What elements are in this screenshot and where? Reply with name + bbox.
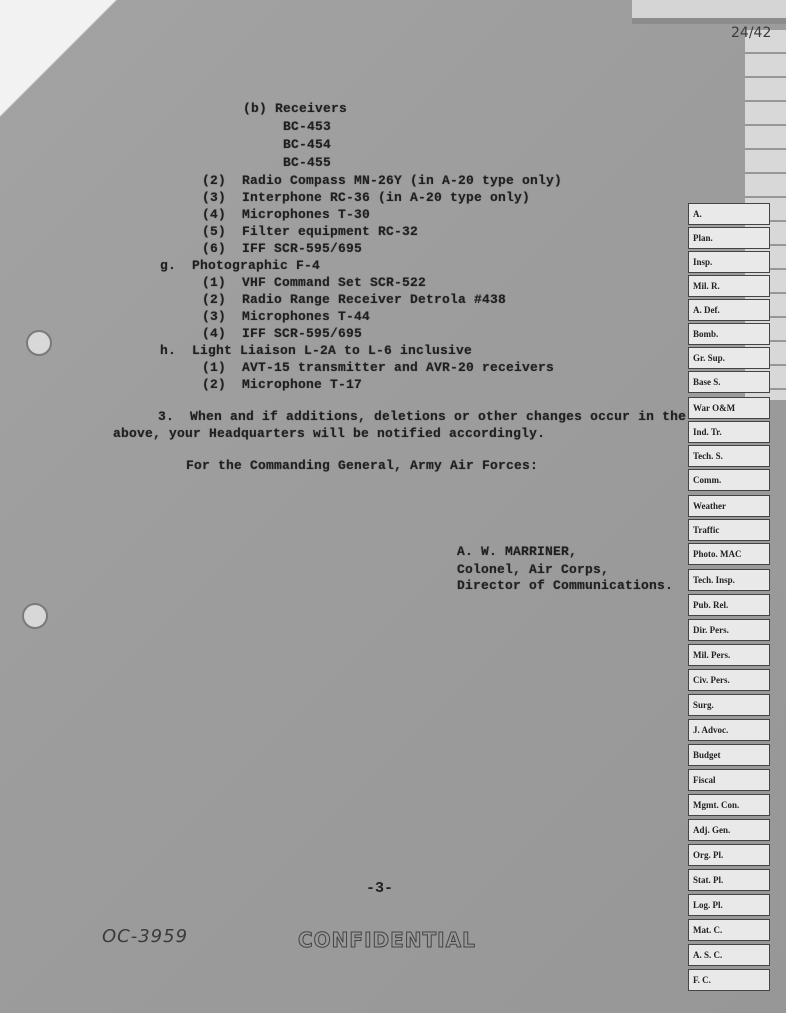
routing-tab: Pub. Rel. [688, 594, 770, 616]
page-edge-strip [632, 0, 786, 18]
punch-hole-lower [22, 603, 48, 629]
routing-tab: Photo. MAC [688, 543, 770, 565]
item-interphone: (3) Interphone RC-36 (in A-20 type only) [202, 190, 531, 205]
item-avt15-transmitter: (1) AVT-15 transmitter and AVR-20 receivers [202, 360, 555, 375]
paragraph-3-line-1: 3. When and if additions, deletions or other changes occur in the [158, 409, 687, 424]
signatory-title: Director of Communications. [457, 578, 674, 593]
item-filter-equipment: (5) Filter equipment RC-32 [202, 224, 419, 239]
routing-tab: Mat. C. [688, 919, 770, 941]
routing-tab: Dir. Pers. [688, 619, 770, 641]
routing-tab: Mil. R. [688, 275, 770, 297]
section-photographic: g. Photographic F-4 [160, 258, 321, 273]
item-microphones-t30: (4) Microphones T-30 [202, 207, 371, 222]
routing-tab: Gr. Sup. [688, 347, 770, 369]
item-vhf-command-set: (1) VHF Command Set SCR-522 [202, 275, 427, 290]
routing-tab: War O&M [688, 397, 770, 419]
page-edge-shadow [632, 18, 786, 24]
routing-tab: A. Def. [688, 299, 770, 321]
routing-tab: Budget [688, 744, 770, 766]
routing-tab: Mgmt. Con. [688, 794, 770, 816]
item-iff-scr595-b: (4) IFF SCR-595/695 [202, 326, 363, 341]
page-corner-fold [0, 0, 120, 120]
punch-hole-upper [26, 330, 52, 356]
routing-tab: Tech. Insp. [688, 569, 770, 591]
routing-tab: Tech. S. [688, 445, 770, 467]
receivers-heading: (b) Receivers [243, 101, 348, 116]
routing-tab: Base S. [688, 371, 770, 393]
routing-tab-column [688, 110, 784, 1000]
signature-preamble: For the Commanding General, Army Air Forces: [186, 458, 539, 473]
paragraph-3-line-2: above, your Headquarters will be notified accordingly. [113, 426, 546, 441]
item-microphones-t44: (3) Microphones T-44 [202, 309, 371, 324]
routing-tab: Civ. Pers. [688, 669, 770, 691]
routing-tab: Stat. Pl. [688, 869, 770, 891]
routing-tab: Org. Pl. [688, 844, 770, 866]
item-radio-range-receiver: (2) Radio Range Receiver Detrola #438 [202, 292, 507, 307]
confidential-stamp: CONFIDENTIAL [298, 928, 476, 952]
receiver-bc455: BC-455 [283, 155, 332, 170]
routing-tab: Fiscal [688, 769, 770, 791]
routing-tab: A. [688, 203, 770, 225]
routing-tab: Mil. Pers. [688, 644, 770, 666]
routing-tab: Traffic [688, 519, 770, 541]
page-number: -3- [366, 880, 394, 897]
page-reference: 24/42 [731, 25, 772, 41]
routing-tab: Adj. Gen. [688, 819, 770, 841]
item-iff-scr595-a: (6) IFF SCR-595/695 [202, 241, 363, 256]
routing-tab: Bomb. [688, 323, 770, 345]
receiver-bc453: BC-453 [283, 119, 332, 134]
routing-tab: Surg. [688, 694, 770, 716]
routing-tab: Insp. [688, 251, 770, 273]
receiver-bc454: BC-454 [283, 137, 332, 152]
routing-tab: Comm. [688, 469, 770, 491]
handwritten-file-number: OC-3959 [102, 926, 189, 947]
signatory-name: A. W. MARRINER, [457, 544, 578, 559]
section-light-liaison: h. Light Liaison L-2A to L-6 inclusive [160, 343, 473, 358]
routing-tab: Log. Pl. [688, 894, 770, 916]
routing-tab: A. S. C. [688, 944, 770, 966]
routing-tab: Ind. Tr. [688, 421, 770, 443]
routing-tab: F. C. [688, 969, 770, 991]
item-radio-compass: (2) Radio Compass MN-26Y (in A-20 type only) [202, 173, 563, 188]
routing-tab: J. Advoc. [688, 719, 770, 741]
item-microphone-t17: (2) Microphone T-17 [202, 377, 363, 392]
signatory-rank: Colonel, Air Corps, [457, 562, 610, 577]
routing-tab: Plan. [688, 227, 770, 249]
routing-tab: Weather [688, 495, 770, 517]
